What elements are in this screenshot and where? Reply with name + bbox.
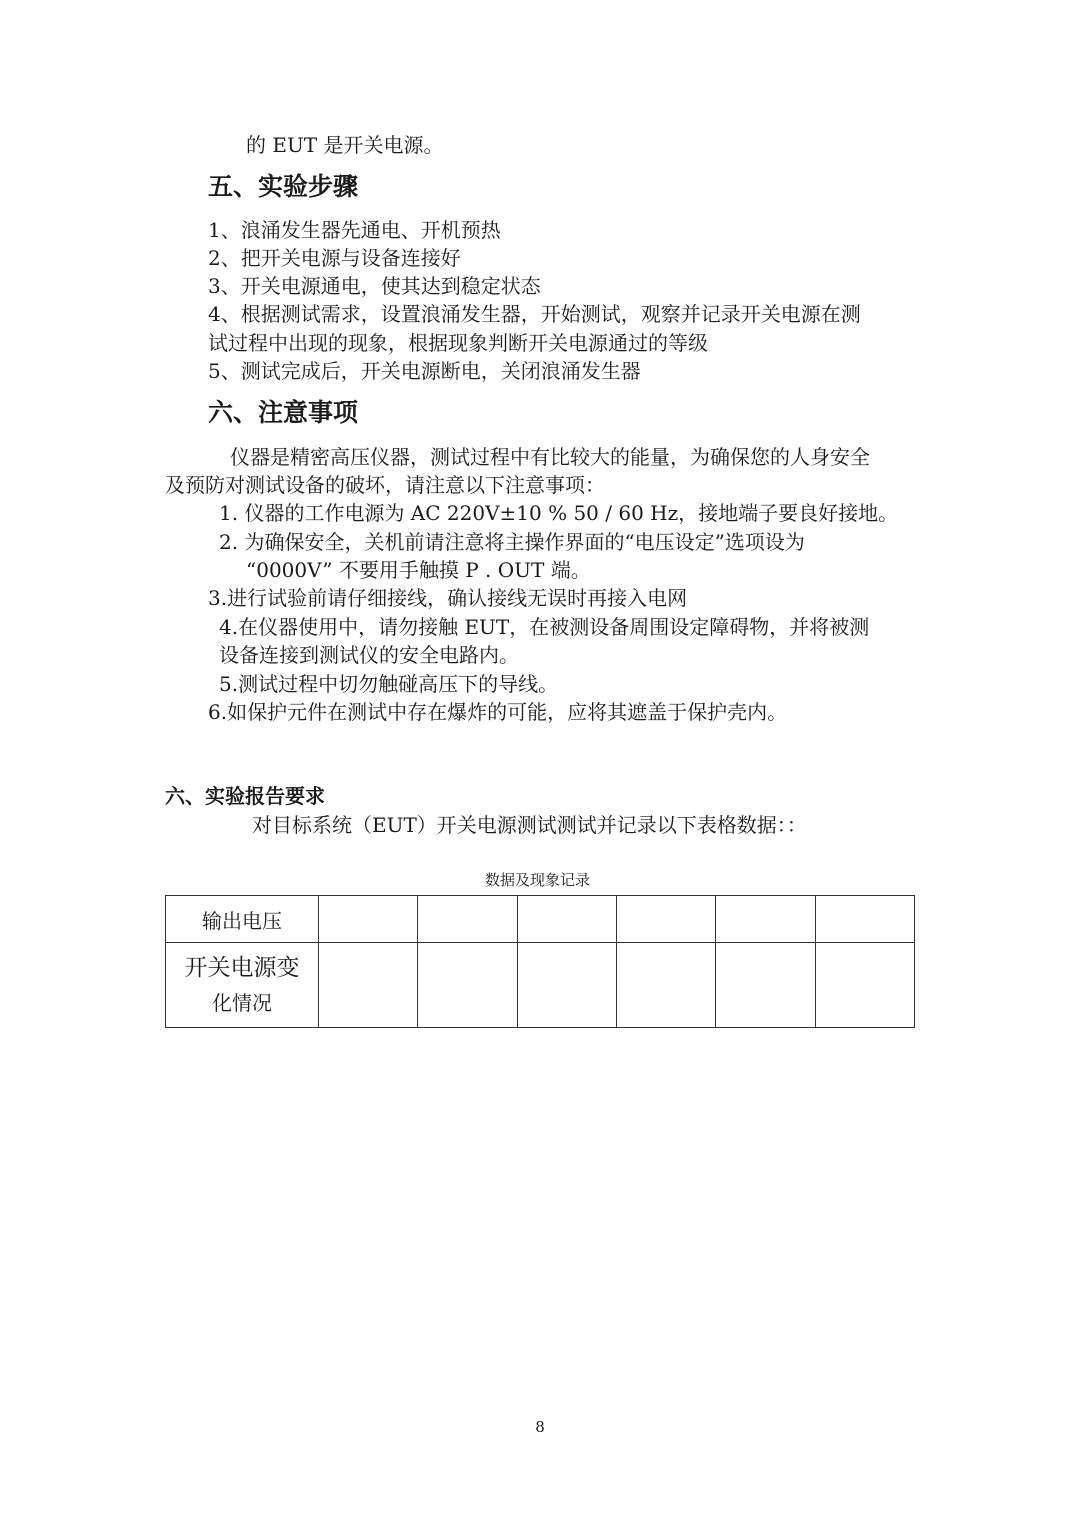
table-cell [418,943,517,1028]
row-label-psu-change-line2: 化情况 [212,991,273,1015]
data-record-table [165,895,915,1028]
section-5-title: 五、实验步骤 [208,172,359,201]
page-number: 8 [535,1418,545,1436]
table-cell [517,943,616,1028]
notice-5: 5.测试过程中切勿触碰高压下的导线。 [219,672,559,696]
table-cell [716,943,815,1028]
table-row [166,896,915,943]
report-section-text: 对目标系统（EUT）开关电源测试测试并记录以下表格数据：： [252,813,807,837]
table-cell [617,943,716,1028]
table-caption: 数据及现象记录 [485,871,591,889]
table-row [166,943,915,1028]
section-6-title: 六、注意事项 [208,398,359,427]
table-cell [418,896,517,943]
notice-4-line2: 设备连接到测试仪的安全电路内。 [219,643,519,667]
step-4-line1: 4、根据测试需求，设置浪涌发生器，开始测试，观察并记录开关电源在测 [208,302,861,326]
notice-4-line1: 4.在仪器使用中，请勿接触 EUT，在被测设备周围设定障碍物，并将被测 [219,615,870,639]
notice-6: 6.如保护元件在测试中存在爆炸的可能，应将其遮盖于保护壳内。 [208,700,788,724]
intro-tail: 的 EUT 是开关电源。 [246,133,444,157]
notice-2-line1: 2. 为确保安全，关机前请注意将主操作界面的“电压设定”选项设为 [219,530,805,554]
notice-intro-line1: 仪器是精密高压仪器，测试过程中有比较大的能量，为确保您的人身安全 [230,445,870,469]
notice-3: 3.进行试验前请仔细接线，确认接线无误时再接入电网 [208,586,688,610]
notice-intro-line2: 及预防对测试设备的破坏，请注意以下注意事项： [165,473,605,497]
table-cell [815,943,914,1028]
step-2: 2、把开关电源与设备连接好 [208,246,461,270]
row-label-output-voltage: 输出电压 [166,896,319,943]
table-cell [517,896,616,943]
report-section-title: 六、实验报告要求 [165,784,325,808]
table-cell [319,896,418,943]
step-5: 5、测试完成后，开关电源断电，关闭浪涌发生器 [208,359,641,383]
step-3: 3、开关电源通电，使其达到稳定状态 [208,274,541,298]
step-4-line2: 试过程中出现的现象，根据现象判断开关电源通过的等级 [208,331,708,355]
step-1: 1、浪涌发生器先通电、开机预热 [208,218,501,242]
table-cell [815,896,914,943]
row-label-psu-change [166,943,319,1028]
row-label-psu-change-line1: 开关电源变 [184,955,300,981]
notice-2-line2: “0000V” 不要用手触摸 P . OUT 端。 [246,558,591,582]
table-cell [617,896,716,943]
table-cell [319,943,418,1028]
notice-1: 1. 仪器的工作电源为 AC 220V±10 % 50 / 60 Hz，接地端子要良好接地。 [219,501,899,525]
table-cell [716,896,815,943]
